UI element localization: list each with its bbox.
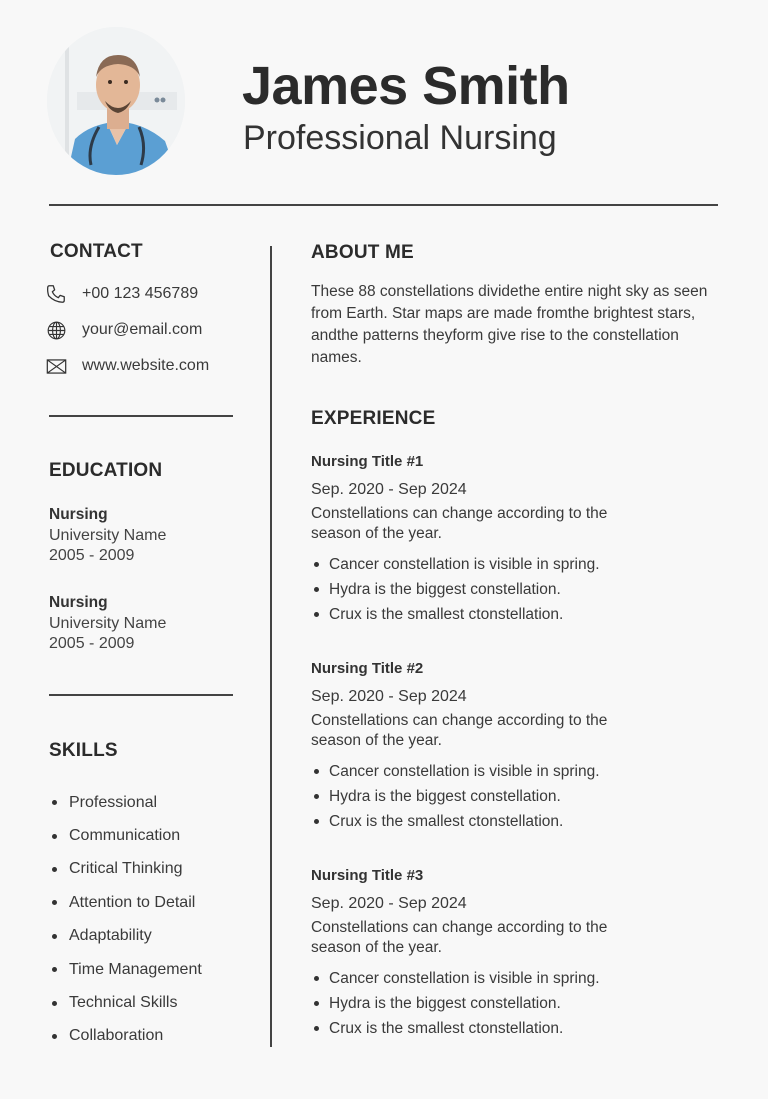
bullet-icon [314, 562, 319, 567]
skills-list [52, 786, 202, 1053]
education-school: University Name [49, 614, 167, 632]
skill-label: Collaboration [69, 1027, 164, 1045]
job-bullet [311, 577, 716, 602]
bullet-icon [314, 819, 319, 824]
education-degree: Nursing [49, 594, 108, 611]
skill-item [52, 886, 202, 919]
bullet-icon [314, 1001, 319, 1006]
contact-divider [49, 415, 233, 417]
about-text: These 88 constellations dividethe entire night sky as seen from Earth. Star maps are made fromthe brightest stars, andthe patterns theyform give rise to the constellation names. [311, 283, 708, 366]
job-bullet-text: Hydra is the biggest constellation. [329, 580, 561, 598]
bullet-icon [314, 976, 319, 981]
job-bullet [311, 991, 716, 1016]
education-entry [49, 505, 166, 567]
phone-icon [45, 283, 67, 305]
job-bullets [311, 966, 716, 1041]
experience-entry [311, 659, 716, 834]
job-description: Constellations can change according to the season of the year. [311, 919, 608, 956]
job-bullet-text: Cancer constellation is visible in spring. [329, 762, 600, 780]
bullet-icon [52, 834, 57, 839]
phone-number[interactable]: +00 123 456789 [82, 285, 199, 302]
skill-item [52, 986, 202, 1019]
education-years: 2005 - 2009 [49, 547, 135, 564]
job-dates: Sep. 2020 - Sep 2024 [311, 688, 467, 705]
contact-heading: CONTACT [50, 241, 143, 262]
job-bullet-text: Hydra is the biggest constellation. [329, 787, 561, 805]
education-divider [49, 694, 233, 696]
envelope-icon [45, 355, 67, 377]
bullet-icon [52, 867, 57, 872]
experience-entry [311, 866, 716, 1041]
skill-label: Attention to Detail [69, 893, 196, 911]
bullet-icon [314, 769, 319, 774]
bullet-icon [314, 612, 319, 617]
bullet-icon [314, 587, 319, 592]
column-divider [270, 246, 272, 1047]
skill-item [52, 786, 202, 819]
job-description: Constellations can change according to the season of the year. [311, 712, 608, 749]
experience-entry [311, 452, 716, 627]
email-address[interactable]: your@email.com [82, 321, 203, 338]
education-years: 2005 - 2009 [49, 635, 135, 652]
skill-label: Time Management [69, 960, 202, 978]
job-bullet [311, 966, 716, 991]
job-bullets [311, 552, 716, 627]
job-title: Nursing Title #1 [311, 453, 424, 470]
bullet-icon [314, 1026, 319, 1031]
bullet-icon [52, 1001, 57, 1006]
job-bullet [311, 602, 716, 627]
about-heading: ABOUT ME [311, 242, 414, 263]
bullet-icon [52, 934, 57, 939]
bullet-icon [52, 1034, 57, 1039]
skill-label: Adaptability [69, 927, 152, 945]
bullet-icon [52, 900, 57, 905]
candidate-title: Professional Nursing [243, 119, 557, 157]
skills-heading: SKILLS [49, 740, 118, 761]
skill-label: Communication [69, 827, 181, 845]
job-description: Constellations can change according to the season of the year. [311, 505, 608, 542]
bullet-icon [52, 967, 57, 972]
skill-item [52, 853, 202, 886]
header-divider [49, 204, 718, 206]
job-bullet [311, 784, 716, 809]
website-url[interactable]: www.website.com [82, 357, 210, 374]
contact-email [45, 318, 202, 342]
bullet-icon [314, 794, 319, 799]
nurse-portrait-image [47, 27, 185, 175]
contact-website [45, 354, 209, 378]
job-bullet [311, 1016, 716, 1041]
job-title: Nursing Title #3 [311, 867, 424, 884]
skill-label: Professional [69, 793, 158, 811]
job-bullet-text: Crux is the smallest ctonstellation. [329, 812, 564, 830]
job-bullet-text: Cancer constellation is visible in spring. [329, 555, 600, 573]
job-bullet [311, 552, 716, 577]
bullet-icon [52, 800, 57, 805]
job-bullets [311, 759, 716, 834]
skill-item [52, 819, 202, 852]
job-title: Nursing Title #2 [311, 660, 424, 677]
skill-item [52, 920, 202, 953]
skill-item [52, 1020, 202, 1053]
globe-icon [45, 319, 67, 341]
experience-heading: EXPERIENCE [311, 408, 436, 429]
candidate-name: James Smith [242, 56, 570, 116]
education-school: University Name [49, 526, 167, 544]
job-bullet-text: Crux is the smallest ctonstellation. [329, 605, 564, 623]
job-bullet-text: Hydra is the biggest constellation. [329, 994, 561, 1012]
skill-label: Technical Skills [69, 994, 178, 1012]
job-dates: Sep. 2020 - Sep 2024 [311, 895, 467, 912]
job-dates: Sep. 2020 - Sep 2024 [311, 481, 467, 498]
job-bullet-text: Cancer constellation is visible in spring. [329, 969, 600, 987]
job-bullet-text: Crux is the smallest ctonstellation. [329, 1019, 564, 1037]
job-bullet [311, 809, 716, 834]
profile-photo [47, 27, 185, 175]
education-entry [49, 593, 166, 655]
skill-item [52, 953, 202, 986]
education-heading: EDUCATION [49, 460, 163, 481]
education-degree: Nursing [49, 506, 108, 523]
contact-phone [45, 282, 198, 306]
skill-label: Critical Thinking [69, 860, 183, 878]
job-bullet [311, 759, 716, 784]
